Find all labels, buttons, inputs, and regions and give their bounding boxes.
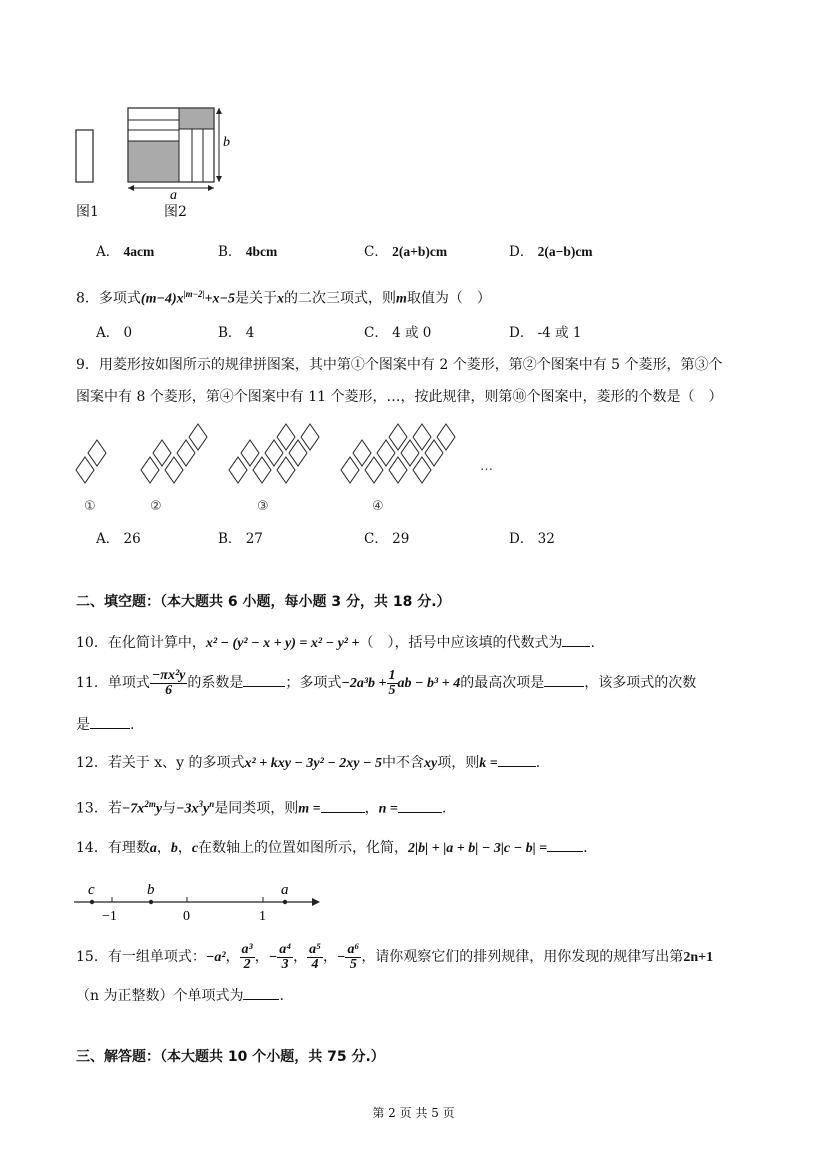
q13-m-blank[interactable] [321,798,365,813]
q11-coefficient-blank[interactable] [243,672,285,687]
label-a: a [281,882,289,898]
pattern-1 [76,440,106,483]
q13-n-blank[interactable] [398,798,442,813]
q8-option-d[interactable]: D． -4 或 1 [509,325,582,341]
q7-option-c[interactable]: C． 2(a+b)cm [364,244,448,260]
q14-answer-blank[interactable] [547,837,583,852]
q9-option-a[interactable]: A． 26 [96,531,141,547]
q12: 12．若关于 x、y 的多项式x² + kxy − 3y² − 2xy − 5中不含xy项，则k = . [76,752,540,774]
fig2-caption: 图2 [164,204,187,220]
pattern-1-label: ① [84,499,96,514]
section-3-heading: 三、解答题：（本大题共 10 个小题，共 75 分.） [76,1049,385,1065]
pattern-3-label: ③ [257,499,269,514]
q9-option-b[interactable]: B． 27 [218,531,263,547]
q11-highest-term-blank[interactable] [544,672,584,687]
q9-option-d[interactable]: D． 32 [509,531,555,547]
fig1-caption: 图1 [76,204,99,220]
q11-degree-blank[interactable] [90,714,130,729]
b-label: b [223,135,230,150]
q7-option-d[interactable]: D． 2(a−b)cm [509,244,593,260]
fig2-shaded-right [179,108,214,129]
fig2-shaded-left [128,141,179,182]
q11-line2: 是 . [76,714,134,735]
pattern-3 [229,424,319,483]
rhombus-patterns [70,420,510,520]
point-b [149,900,153,904]
q11: 11．单项式 $\frac{\text{−πx²y}}{6}$ 的系数是 ；多项式−2a³b + $\frac{1}{5}$ ab − b³ + 4的最高次项是 ，该多项式的次数 [76,667,697,698]
q8-stem: 8．多项式$(m-4)x^{|m-2|}+x-5$是关于x的二次三项式，则m取值为（ ） [76,289,491,307]
tick-label-1: 1 [259,909,266,924]
label-b: b [147,882,155,898]
q9-stem-line2: 图案中有 8 个菱形，第④个图案中有 11 个菱形，…，按此规律，则第⑩个图案中，菱形的个数是（ ） [76,389,723,405]
q7-option-b[interactable]: B． 4bcm [218,244,278,260]
label-c: c [88,882,95,898]
q13: 13．若$-7x^{2m}y$与$-3x^3y^n$是同类项，则m = ，n = . [76,799,447,817]
a-label: a [170,188,177,203]
tick-label-0: 0 [183,909,190,924]
q14: 14．有理数a，b，c在数轴上的位置如图所示，化简，2|b| + |a + b| − 3|c − b| = . [76,837,588,859]
point-c [90,900,94,904]
q8-option-a[interactable]: A． 0 [96,325,133,341]
q15-answer-blank[interactable] [243,985,279,1000]
q12-k-blank[interactable] [498,752,536,767]
q8-option-b[interactable]: B． 4 [218,325,255,341]
number-line [70,878,330,926]
point-a [283,900,287,904]
number-line-arrow [312,898,320,906]
page-footer: 第 2 页 共 5 页 [372,1106,455,1120]
q10-answer-blank[interactable] [562,632,590,647]
pattern-4 [341,424,455,483]
pattern-ellipsis: … [480,459,493,474]
section-2-heading: 二、填空题：（本大题共 6 小题，每小题 3 分，共 18 分.） [76,594,451,610]
pattern-2-label: ② [150,499,162,514]
q7-option-a[interactable]: A． 4acm [96,244,155,260]
q10: 10．在化简计算中，x² − (y² − x + y) = x² − y² +（ ），括号中应该填的代数式为 . [76,632,595,654]
fig1-rectangle [76,130,93,182]
tick-label-minus-1: −1 [102,909,117,924]
q9-stem-line1: 9．用菱形按如图所示的规律拼图案，其中第①个图案中有 2 个菱形，第②个图案中有 5 个菱形，第③个 [76,357,723,373]
q15: 15．有一组单项式：−a²， $\frac{\text{a³}}{2}$ ，− $\frac{\text{a⁴}}{3}$ ， $\frac{\text{a⁵}}{4}$ ，− $\frac{\text{a⁶}}{5}$ ，请你观察它们的排列规律，用你发现的规律写出第2n+1 [76,941,714,972]
pattern-4-label: ④ [372,499,384,514]
q15-line2: （n 为正整数）个单项式为 . [76,985,284,1006]
q9-option-c[interactable]: C． 29 [364,531,410,547]
q8-option-c[interactable]: C． 4 或 0 [364,325,432,341]
pattern-2 [141,424,207,483]
